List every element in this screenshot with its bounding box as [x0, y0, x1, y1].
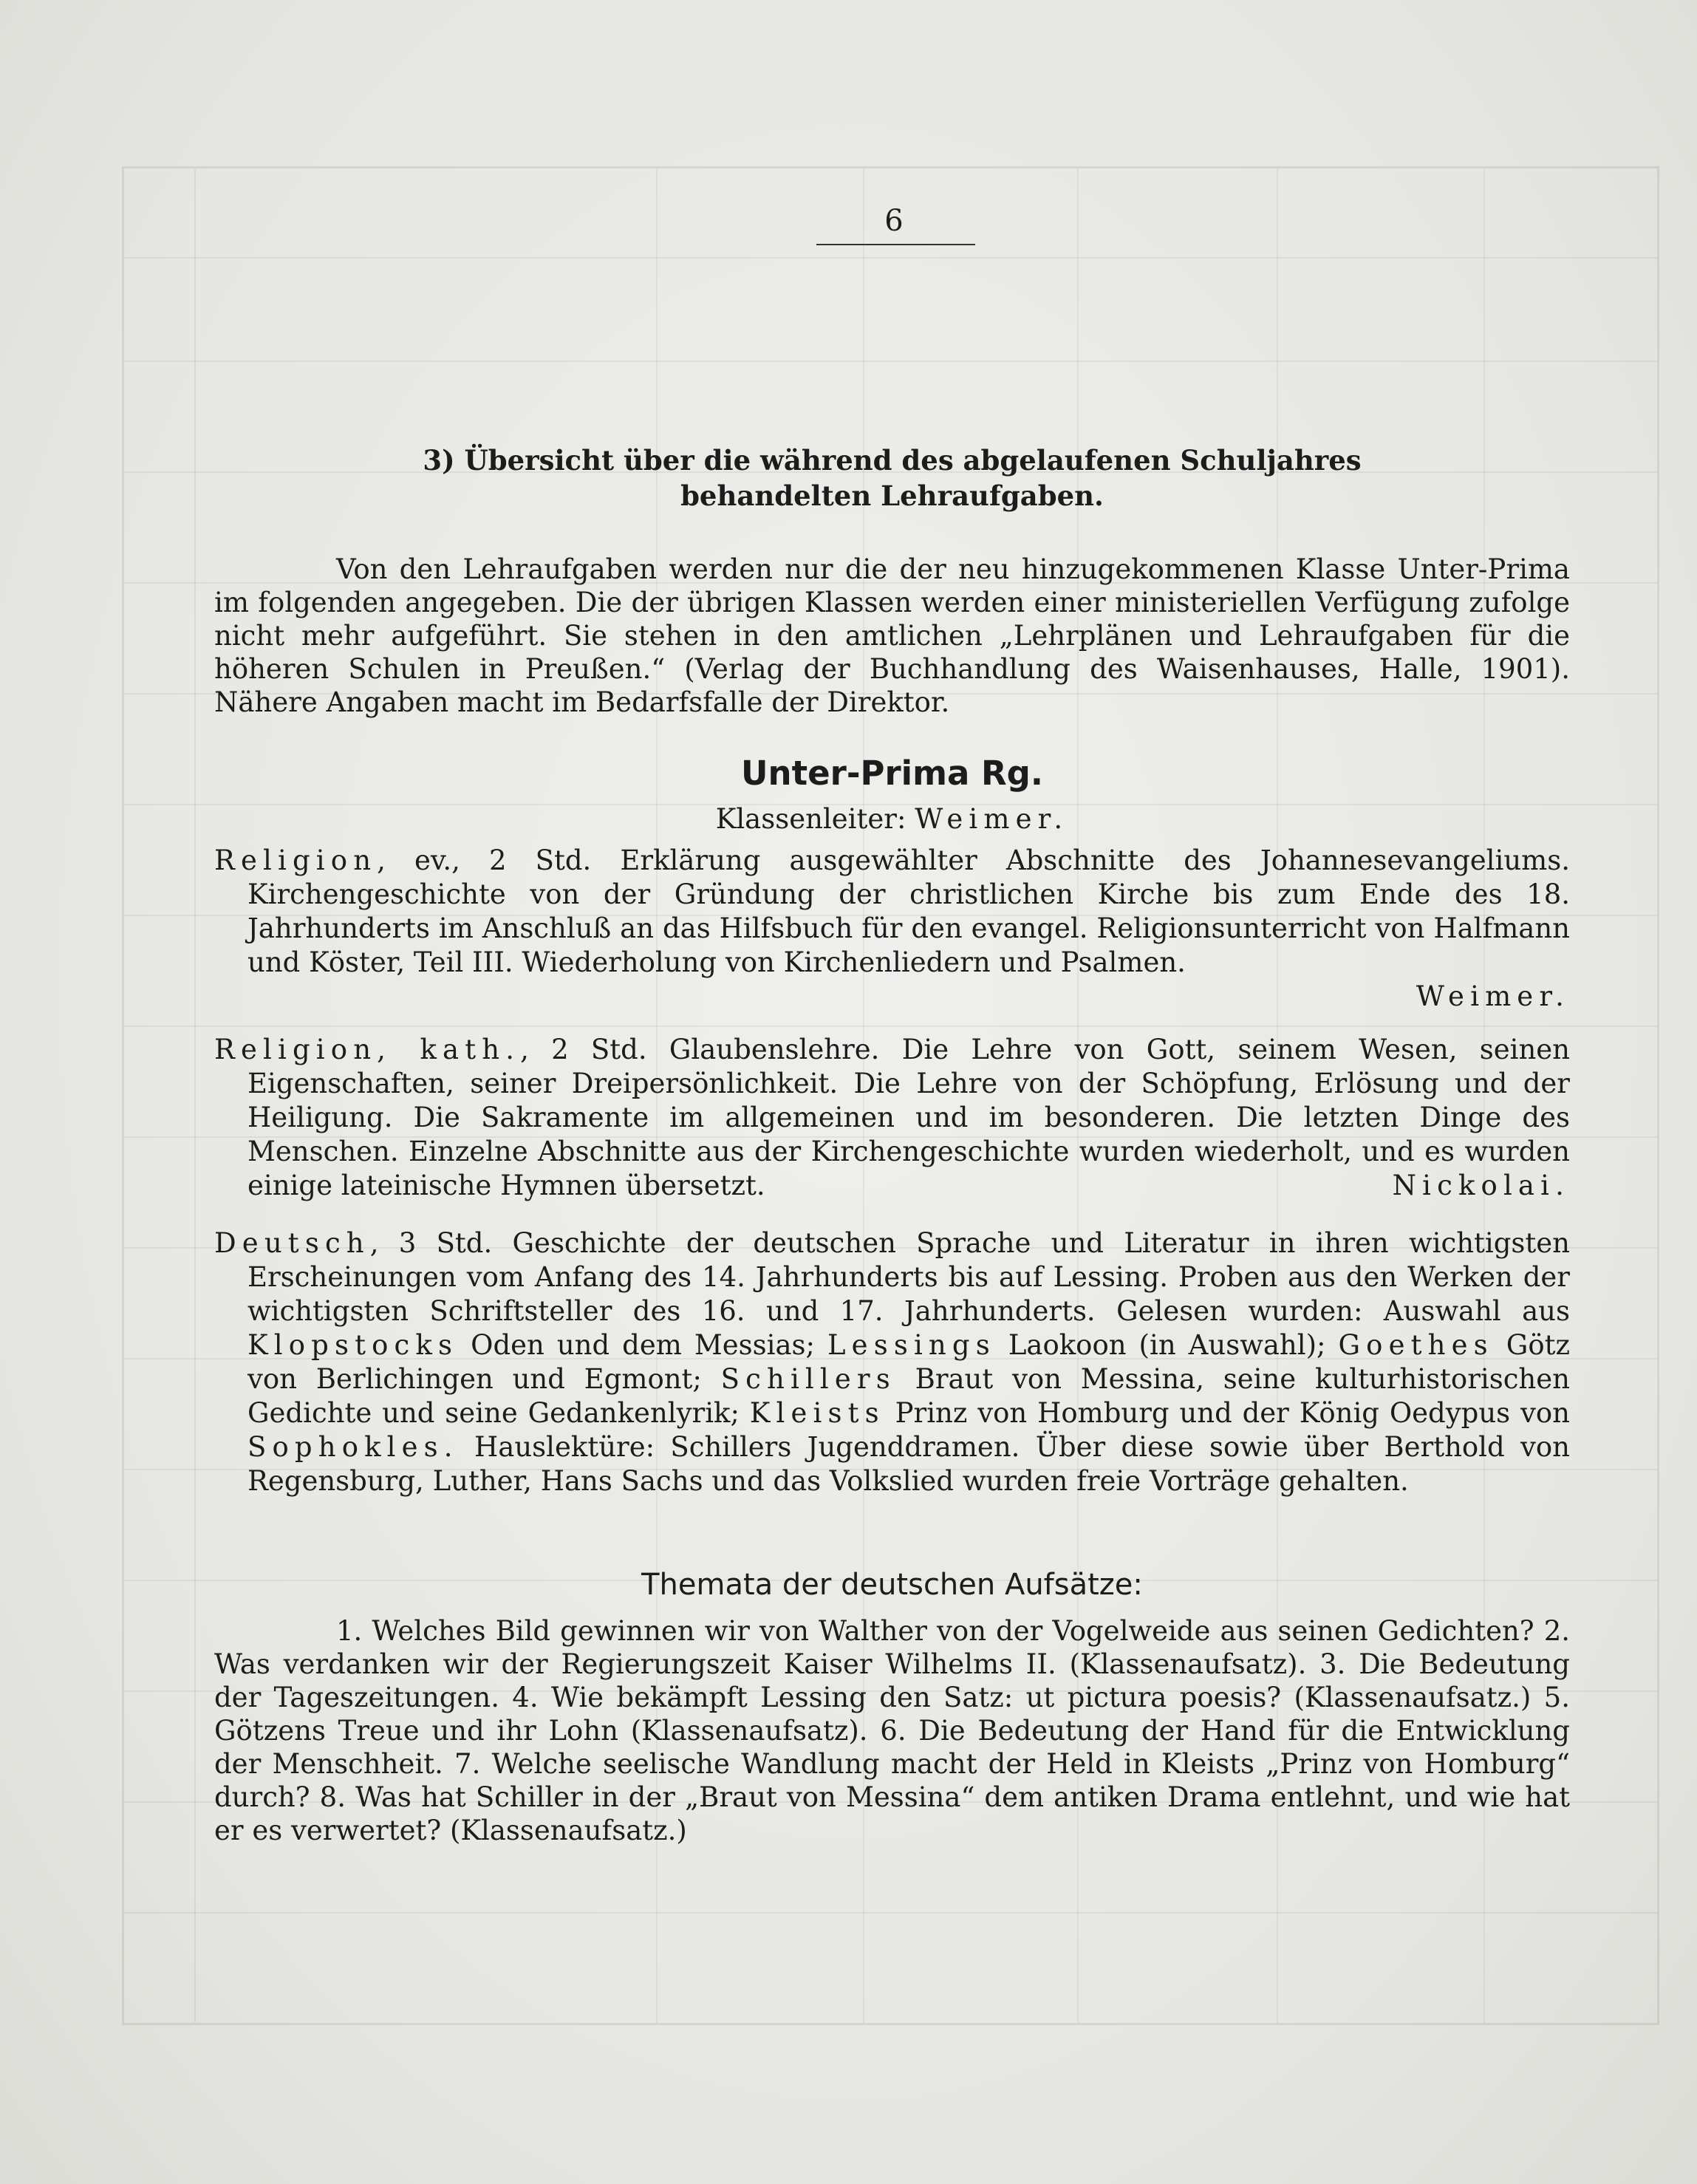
subject-text: Glaubenslehre. Die Lehre von Gott, seinem Wesen, seinen Eigenschaften, seiner Dreipersönlichkeit. Die Lehre von der Schöpfung, Erlösung und der Heiligung. Die Sakramente im allgemeinen und im besonderen. Die letzten Dinge des Menschen. Einzelne Abschnitte aus der Kirchengeschichte wurden wiederholt, und es wurden einige lateinische Hymnen übersetzt. [247, 1034, 1571, 1201]
page-number-rule [816, 244, 975, 245]
themata-list [214, 1614, 1570, 1847]
subject-teacher: Nickolai. [1392, 1170, 1570, 1201]
class-leader-label: Klassenleiter: [715, 803, 906, 835]
class-heading: Unter-Prima Rg. [741, 754, 1043, 793]
subject-deutsch [214, 1226, 1570, 1498]
intro-paragraph [214, 553, 1570, 719]
author-lessing: Lessings [827, 1329, 996, 1361]
subject-text: Geschichte der deutschen Sprache und Literatur in ihren wichtigsten Erscheinungen vom Anfang des 14. Jahrhunderts bis auf Lessing. Proben aus den Werken der wichtigsten Schriftsteller des 16. und 17. Jahrhunderts. Gelesen wurden: Auswahl aus [247, 1227, 1570, 1327]
subject-text: Prinz von Homburg und der König Oedypus von [895, 1397, 1570, 1429]
class-leader [214, 802, 1570, 836]
intro-text: Von den Lehraufgaben werden nur die der neu hinzugekommenen Klasse Unter-Prima im folgenden angegeben. Die der übrigen Klassen werden einer ministeriellen Verfügung zufolge nicht mehr aufgeführt. Sie stehen in den amtlichen „Lehrplänen und Lehraufgaben für die höheren Schulen in Preußen.“ (Verlag der Buchhandlung des Waisenhauses, Halle, 1901). Nähere Angaben macht im Bedarfsfalle der Direktor. [214, 553, 1570, 718]
subject-text: Laokoon (in Auswahl); [1008, 1329, 1326, 1361]
themata-heading: Themata der deutschen Aufsätze: [641, 1568, 1143, 1602]
author-klopstock: Klopstocks [247, 1329, 459, 1361]
section-title-line-1: 3) Übersicht über die während des abgelaufenen Schuljahres [423, 444, 1362, 477]
author-sophokles: Sophokles. [247, 1431, 459, 1463]
author-goethe: Goethes [1338, 1329, 1494, 1361]
subject-details: , 3 Std. [369, 1227, 493, 1259]
author-kleist: Kleists [749, 1397, 885, 1429]
subject-name: Religion, kath. [214, 1034, 521, 1065]
section-title-line-2: behandelten Lehraufgaben. [680, 480, 1104, 512]
subject-name: Deutsch [214, 1227, 370, 1259]
page-number: 6 [884, 204, 904, 238]
subject-text: Braut von Messina, seine kulturhistorischen Gedichte und seine Gedankenlyrik; [247, 1363, 1570, 1429]
subject-text: Hauslektüre: Schillers Jugenddramen. Über diese sowie über Berthold von Regensburg, Luther, Hans Sachs und das Volkslied wurden freie Vorträge gehalten. [247, 1431, 1571, 1497]
subject-text: Oden und dem Messias; [471, 1329, 815, 1361]
subject-religion-kath [214, 1033, 1570, 1203]
author-schiller: Schillers [720, 1363, 896, 1395]
subject-name: Religion [214, 844, 378, 876]
themata-text: 1. Welches Bild gewinnen wir von Walther von der Vogelweide aus seinen Gedichten? 2. Was verdanken wir der Regierungszeit Kaiser Wilhelms II. (Klassenaufsatz). 3. Die Bedeutung der Tageszeitungen. 4. Wie bekämpft Lessing den Satz: ut pictura poesis? (Klassenaufsatz.) 5. Götzens Treue und ihr Lohn (Klassenaufsatz). 6. Die Bedeutung der Hand für die Entwicklung der Menschheit. 7. Welche seelische Wandlung macht der Held in Kleists „Prinz von Homburg“ durch? 8. Was hat Schiller in der „Braut von Messina“ dem antiken Drama entlehnt, und wie hat er es verwertet? (Klassenaufsatz.) [214, 1615, 1570, 1846]
subject-religion-ev [214, 844, 1570, 1014]
subject-details: , ev., 2 Std. [377, 844, 592, 876]
subject-details: , 2 Std. [520, 1034, 647, 1065]
subject-teacher: Weimer. [1416, 980, 1570, 1012]
subject-text: Götz von Berlichingen und Egmont; [247, 1329, 1570, 1395]
subject-text: Erklärung ausgewählter Abschnitte des Johannesevangeliums. Kirchengeschichte von der Gründung der christlichen Kirche bis zum Ende des 18. Jahrhunderts im Anschluß an das Hilfsbuch für den evangel. Religionsunterricht von Halfmann und Köster, Teil III. Wiederholung von Kirchenliedern und Psalmen. [247, 844, 1570, 978]
class-leader-name: Weimer. [915, 803, 1069, 835]
